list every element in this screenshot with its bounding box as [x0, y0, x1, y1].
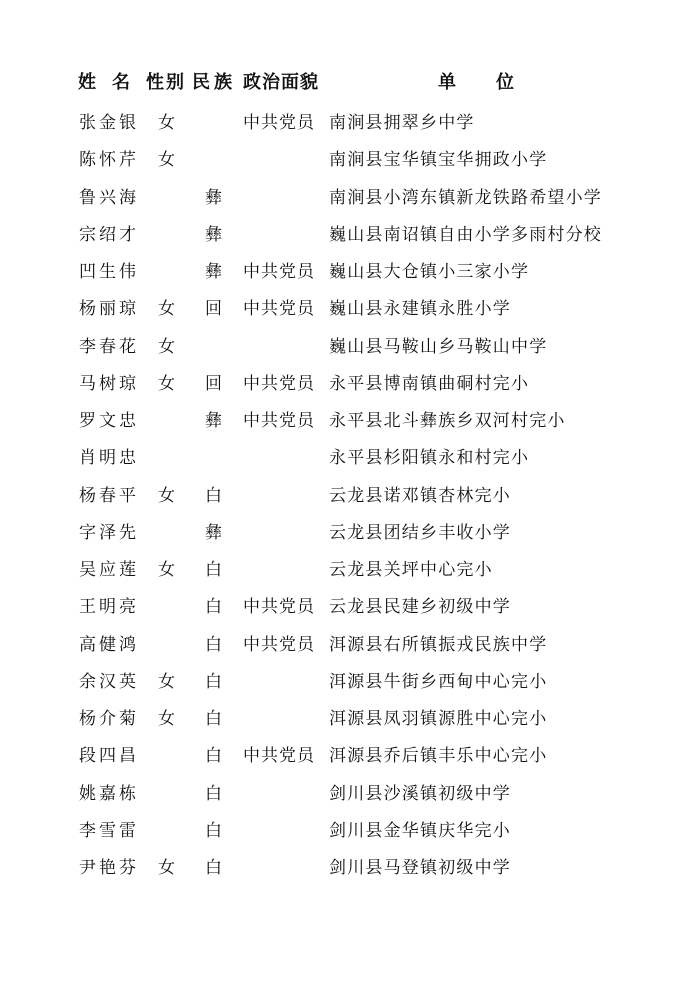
- header-gender: 性别: [146, 72, 186, 93]
- unit-cell: 巍山县大仓镇小三家小学: [329, 262, 530, 282]
- political-status-cell: 中共党员: [243, 597, 315, 618]
- unit-cell: 剑川县金华镇庆华完小: [329, 820, 511, 841]
- table-header: [0, 68, 699, 94]
- ethnicity-cell: 彝: [205, 224, 222, 245]
- table-row: [0, 330, 699, 367]
- gender-cell: 女: [158, 671, 175, 692]
- table-row: [0, 255, 699, 292]
- table-row: [0, 218, 699, 255]
- unit-cell: 南涧县小湾东镇新龙铁路希望小学: [329, 187, 602, 208]
- table-row: [0, 553, 699, 590]
- unit-cell: 洱源县牛街乡西甸中心完小: [329, 671, 548, 692]
- unit-cell: 洱源县右所镇振戎民族中学: [329, 634, 548, 655]
- ethnicity-cell: 回: [205, 299, 222, 320]
- table-row: [0, 516, 699, 553]
- unit-cell: 云龙县团结乡丰收小学: [329, 522, 511, 543]
- gender-cell: 女: [158, 336, 175, 357]
- person-name: 陈怀芹: [79, 150, 139, 171]
- person-name: 张金银: [79, 113, 139, 133]
- table-row: [0, 181, 699, 218]
- political-status-cell: 中共党员: [243, 411, 315, 431]
- unit-cell: 洱源县乔后镇丰乐中心完小: [329, 746, 548, 767]
- unit-cell: 巍山县南诏镇自由小学多雨村分校: [329, 224, 602, 245]
- unit-cell: 永平县北斗彝族乡双河村完小: [329, 411, 566, 431]
- person-name: 杨丽琼: [79, 299, 139, 320]
- ethnicity-cell: 回: [205, 373, 222, 394]
- ethnicity-cell: 彝: [205, 411, 222, 431]
- ethnicity-cell: 白: [205, 560, 222, 580]
- header-political-status: 政治面貌: [243, 72, 319, 93]
- table-row: [0, 628, 699, 665]
- unit-cell: 巍山县马鞍山乡马鞍山中学: [329, 336, 548, 357]
- gender-cell: 女: [158, 113, 175, 133]
- person-name: 杨介菊: [79, 709, 139, 729]
- unit-cell: 云龙县民建乡初级中学: [329, 597, 511, 618]
- gender-cell: 女: [158, 150, 175, 171]
- ethnicity-cell: 白: [205, 597, 222, 618]
- header-unit: 单位: [438, 72, 554, 93]
- gender-cell: 女: [158, 373, 175, 394]
- ethnicity-cell: 白: [205, 709, 222, 729]
- table-row: [0, 367, 699, 404]
- ethnicity-cell: 白: [205, 858, 222, 878]
- person-name: 高健鸿: [79, 634, 139, 655]
- unit-cell: 永平县杉阳镇永和村完小: [329, 448, 530, 469]
- ethnicity-cell: 白: [205, 671, 222, 692]
- political-status-cell: 中共党员: [243, 262, 315, 282]
- header-name: 姓名: [78, 72, 146, 93]
- table-body: [0, 106, 699, 888]
- person-name: 肖明忠: [79, 448, 139, 469]
- gender-cell: 女: [158, 858, 175, 878]
- table-row: [0, 814, 699, 851]
- person-name: 段四昌: [79, 746, 139, 767]
- unit-cell: 洱源县凤羽镇源胜中心完小: [329, 709, 548, 729]
- person-name: 李春花: [79, 336, 139, 357]
- unit-cell: 云龙县诺邓镇杏林完小: [329, 485, 511, 506]
- political-status-cell: 中共党员: [243, 634, 315, 655]
- ethnicity-cell: 彝: [205, 262, 222, 282]
- unit-cell: 剑川县马登镇初级中学: [329, 858, 511, 878]
- political-status-cell: 中共党员: [243, 373, 315, 394]
- person-name: 尹艳芬: [79, 858, 139, 878]
- table-row: [0, 777, 699, 814]
- ethnicity-cell: 彝: [205, 522, 222, 543]
- political-status-cell: 中共党员: [243, 113, 315, 133]
- person-name: 马树琼: [79, 373, 139, 394]
- political-status-cell: 中共党员: [243, 299, 315, 320]
- table-row: [0, 702, 699, 739]
- unit-cell: 永平县博南镇曲硐村完小: [329, 373, 530, 394]
- table-row: [0, 851, 699, 888]
- unit-cell: 巍山县永建镇永胜小学: [329, 299, 511, 320]
- table-row: [0, 739, 699, 776]
- person-name: 凹生伟: [79, 262, 139, 282]
- ethnicity-cell: 白: [205, 485, 222, 506]
- gender-cell: 女: [158, 709, 175, 729]
- ethnicity-cell: 白: [205, 746, 222, 767]
- unit-cell: 云龙县关坪中心完小: [329, 560, 493, 580]
- person-name: 余汉英: [79, 671, 139, 692]
- person-name: 李雪雷: [79, 820, 139, 841]
- table-row: [0, 106, 699, 143]
- table-row: [0, 590, 699, 627]
- table-row: [0, 143, 699, 180]
- table-row: [0, 665, 699, 702]
- political-status-cell: 中共党员: [243, 746, 315, 767]
- table-row: [0, 292, 699, 329]
- gender-cell: 女: [158, 560, 175, 580]
- header-ethnicity: 民族: [192, 72, 236, 93]
- person-name: 姚嘉栋: [79, 783, 139, 804]
- unit-cell: 剑川县沙溪镇初级中学: [329, 783, 511, 804]
- unit-cell: 南涧县拥翠乡中学: [329, 113, 475, 133]
- person-name: 吴应莲: [79, 560, 139, 580]
- person-name: 宗绍才: [79, 224, 139, 245]
- gender-cell: 女: [158, 299, 175, 320]
- table-row: [0, 404, 699, 441]
- ethnicity-cell: 白: [205, 783, 222, 804]
- unit-cell: 南涧县宝华镇宝华拥政小学: [329, 150, 548, 171]
- person-name: 杨春平: [79, 485, 139, 506]
- person-name: 鲁兴海: [79, 187, 139, 208]
- gender-cell: 女: [158, 485, 175, 506]
- person-name: 字泽先: [79, 522, 139, 543]
- ethnicity-cell: 白: [205, 634, 222, 655]
- person-name: 王明亮: [79, 597, 139, 618]
- person-name: 罗文忠: [79, 411, 139, 431]
- ethnicity-cell: 白: [205, 820, 222, 841]
- table-row: [0, 441, 699, 478]
- table-row: [0, 479, 699, 516]
- ethnicity-cell: 彝: [205, 187, 222, 208]
